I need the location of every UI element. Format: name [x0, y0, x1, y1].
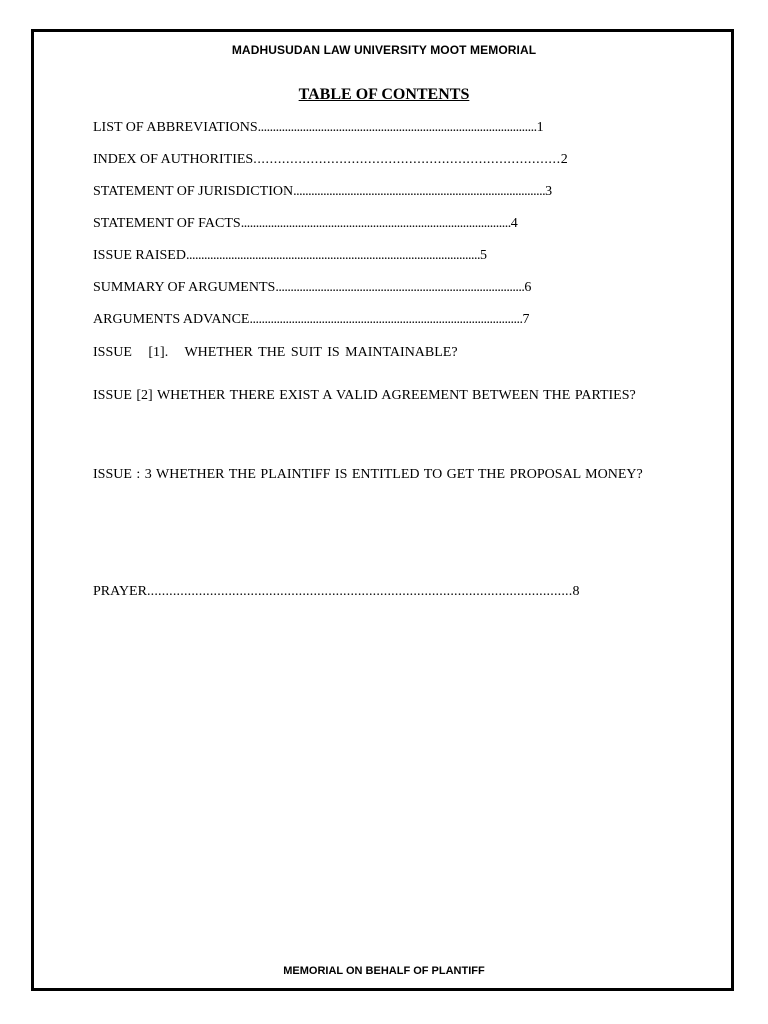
- toc-page-number: 4: [510, 216, 518, 231]
- issue-3: ISSUE : 3 WHETHER THE PLAINTIFF IS ENTITLED TO GET THE PROPOSAL MONEY?: [93, 467, 643, 482]
- toc-entry-facts: [93, 215, 518, 233]
- toc-entry-arguments-advance: [93, 311, 529, 329]
- toc-entry-label: SUMMARY OF ARGUMENTS: [93, 280, 276, 295]
- toc-entry-label: ARGUMENTS ADVANCE: [93, 312, 250, 327]
- toc-entry-prayer: [93, 583, 579, 601]
- toc-leader-dots: .............................................................................................: [257, 120, 537, 135]
- toc-page-number: 7: [522, 312, 530, 327]
- issue-2: ISSUE [2] WHETHER THERE EXIST A VALID AGREEMENT BETWEEN THE PARTIES?: [93, 388, 636, 403]
- toc-entry-label: LIST OF ABBREVIATIONS: [93, 120, 258, 135]
- toc-leader-dots: ...........................................................................................: [249, 312, 523, 327]
- toc-entry-label: STATEMENT OF JURISDICTION: [93, 184, 294, 199]
- toc-page-number: 5: [479, 248, 487, 263]
- page-border: [31, 29, 734, 991]
- toc-leader-dots: ....................................................................................: [293, 184, 546, 199]
- toc-page-number: 2: [560, 152, 568, 167]
- toc-entry-issue-raised: [93, 247, 487, 265]
- toc-leader-dots: ...........................................................................: [253, 152, 561, 167]
- toc-entry-summary: [93, 279, 531, 297]
- toc-entry-label: ISSUE RAISED: [93, 248, 186, 263]
- toc-page-number: 1: [536, 120, 544, 135]
- toc-leader-dots: ..................................................................................................: [185, 248, 480, 263]
- toc-entry-authorities: [93, 151, 568, 169]
- toc-leader-dots: ...................................................................................................................: [146, 584, 573, 599]
- toc-entry-abbreviations: [93, 119, 544, 137]
- toc-leader-dots: ..........................................................................................: [240, 216, 511, 231]
- page-title: TABLE OF CONTENTS: [298, 86, 470, 103]
- toc-page-number: 8: [572, 584, 580, 599]
- toc-entry-label: STATEMENT OF FACTS: [93, 216, 241, 231]
- toc-page-number: 6: [524, 280, 532, 295]
- issue-1: ISSUE [1]. WHETHER THE SUIT IS MAINTAINABLE?: [93, 345, 458, 360]
- toc-leader-dots: ...................................................................................: [275, 280, 525, 295]
- page-header: MADHUSUDAN LAW UNIVERSITY MOOT MEMORIAL: [231, 43, 537, 57]
- page-footer: MEMORIAL ON BEHALF OF PLANTIFF: [283, 965, 485, 977]
- toc-page-number: 3: [545, 184, 553, 199]
- toc-entry-label: INDEX OF AUTHORITIES: [93, 152, 254, 167]
- toc-entry-jurisdiction: [93, 183, 552, 201]
- toc-entry-label: PRAYER: [93, 584, 147, 599]
